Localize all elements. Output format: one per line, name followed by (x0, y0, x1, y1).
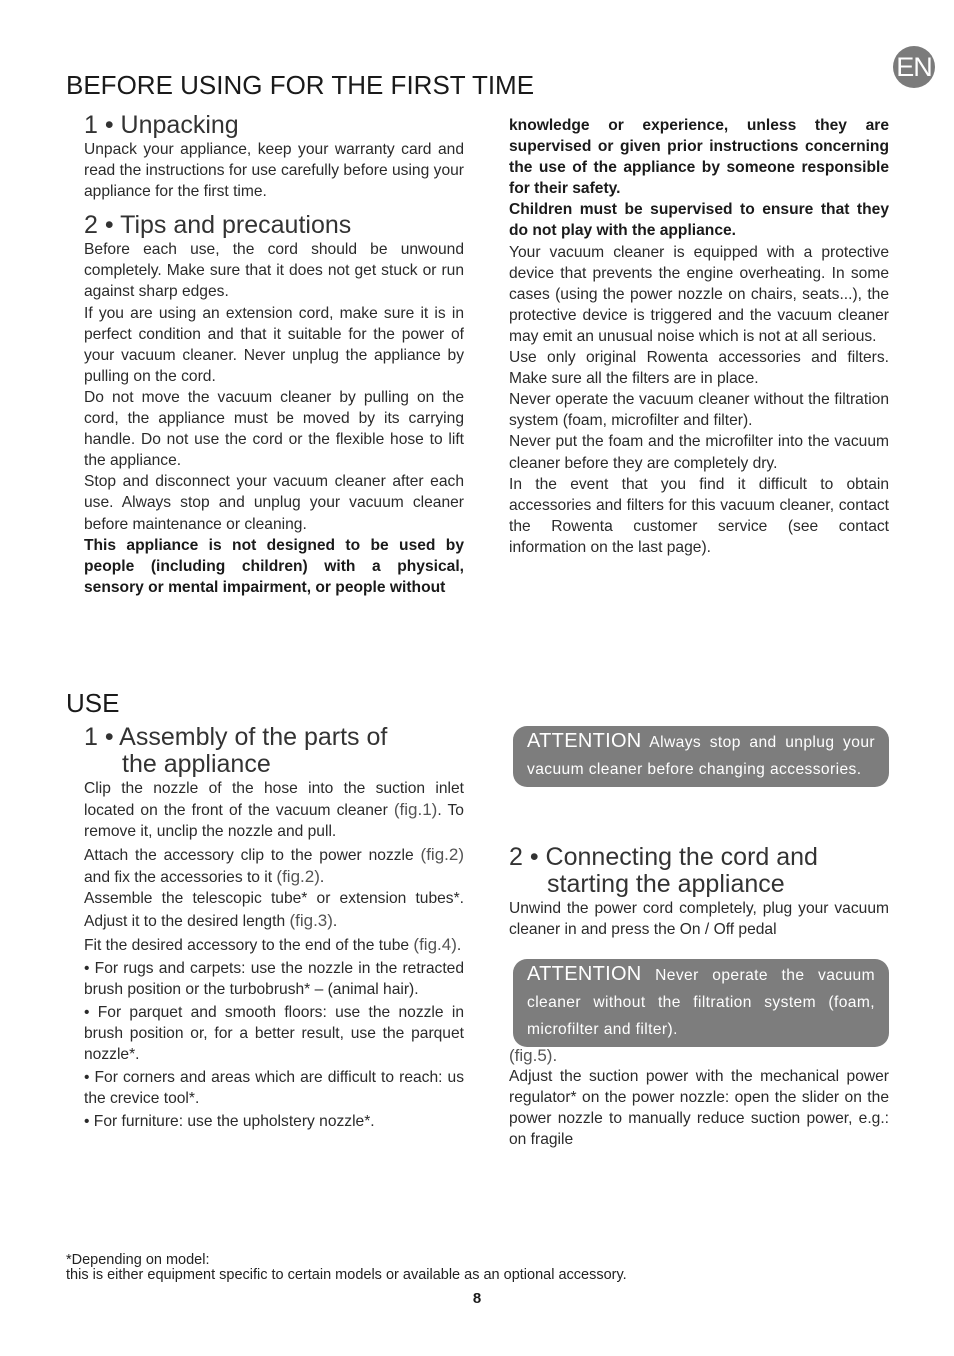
heading-connecting-line2: starting the appliance (547, 870, 785, 898)
section2-right-column (513, 726, 889, 787)
fig1-ref: (fig.1) (393, 800, 438, 820)
bullet-furniture: • For furniture: use the upholstery nozzle*. (84, 1113, 375, 1131)
attention-label-2: ATTENTION (527, 963, 642, 985)
right-paragraph-1: Your vacuum cleaner is equipped with a protective device that prevents the engine overheating. In some cases (using the power nozzle on chairs, seats...), the protective device is triggered and the vacuum cleaner may emit an unusual noise which is not at all serious. (509, 243, 889, 345)
assembly-paragraph-3: Assemble the telescopic tube* or extension tubes*. Adjust it to the desired length (fig.3). (84, 890, 464, 930)
tips-paragraph-3: Do not move the vacuum cleaner by pulling on the cord, the appliance must be moved by its carrying handle. Do not use the cord or the flexible hose to lift the appliance. (84, 388, 464, 470)
section-title-use: USE (66, 688, 120, 718)
assembly-paragraph-4: Fit the desired accessory to the end of the tube (fig.4). (84, 934, 462, 954)
fig4-ref: (fig.4) (413, 934, 457, 954)
section1-left-column (84, 112, 464, 598)
tips-warning-bold: This appliance is not designed to be used by people (including children) with a physical, sensory or mental impairment, or people without (84, 536, 464, 596)
footnote-line-1: *Depending on model: (66, 1252, 210, 1268)
warning-bold-2: Children must be supervised to ensure that they do not play with the appliance. (509, 201, 889, 240)
tips-paragraph-4: Stop and disconnect your vacuum cleaner after each use. Always stop and unplug your vacuum cleaner before maintenance or cleaning. (84, 473, 464, 533)
tips-paragraph-1: Before each use, the cord should be unwound completely. Make sure that it does not get stuck or run against sharp edges. (84, 241, 464, 301)
attention-box-2 (513, 959, 889, 1047)
page-number: 8 (472, 1290, 482, 1307)
bullet-parquet: • For parquet and smooth floors: use the nozzle in brush position or, for a better result, use the parquet nozzle*. (84, 1003, 464, 1064)
bullet-rugs: • For rugs and carpets: use the nozzle in the retracted brush position or the turbobrush* – (animal hair). (84, 959, 464, 998)
fig3-ref: (fig.3) (289, 910, 333, 930)
bullet-corners: • For corners and areas which are difficult to reach: us the crevice tool*. (84, 1069, 464, 1108)
heading-unpacking: 1 • Unpacking (84, 111, 239, 139)
language-badge: EN (893, 46, 935, 88)
attention-box-2-wrap (513, 959, 889, 1047)
heading-assembly (84, 724, 464, 778)
connecting-paragraph: Unwind the power cord completely, plug your vacuum cleaner in and press the On / Off pedal (509, 900, 889, 939)
tips-paragraph-2: If you are using an extension cord, make sure it is in perfect condition and that it suitable for the power of your vacuum cleaner. Never unplug the appliance by pulling on the cord. (84, 304, 464, 385)
section1-right-column (509, 115, 889, 558)
heading-assembly-line2: the appliance (122, 750, 271, 778)
heading-connecting (509, 844, 889, 898)
section-title-before-first-use: BEFORE USING FOR THE FIRST TIME (66, 70, 535, 100)
attention-label-1: ATTENTION (527, 730, 642, 752)
right-paragraph-2: Use only original Rowenta accessories and filters. Make sure all the filters are in place. (509, 349, 889, 388)
connecting-section (509, 844, 889, 940)
unpacking-text: Unpack your appliance, keep your warranty card and read the instructions for use carefully before using your appliance for the first time. (84, 141, 464, 201)
assembly-paragraph-1: Clip the nozzle of the hose into the suction inlet located on the front of the vacuum cleaner (fig.1). To remove it, unclip the nozzle and pull. (84, 780, 464, 841)
fig2-ref: (fig.2) (420, 845, 464, 865)
attention-text-1: Always stop and unplug your vacuum cleaner before changing accessories. (527, 734, 875, 778)
assembly-paragraph-2: Attach the accessory clip to the power nozzle (fig.2) and fix the accessories to it (fig.2). (84, 845, 464, 887)
attention-text-2: Never operate the vacuum cleaner without the filtration system (foam, microfilter and filter). (527, 967, 875, 1038)
warning-bold-1: knowledge or experience, unless they are supervised or given prior instructions concerning the use of the appliance by someone responsible for their safety. (509, 117, 889, 198)
suction-paragraph: Adjust the suction power with the mechanical power regulator* on the power nozzle: open the slider on the power nozzle to manually reduce suction power, e.g.: on fragile (509, 1068, 889, 1149)
heading-tips: 2 • Tips and precautions (84, 211, 352, 240)
attention-box-1 (513, 726, 889, 787)
fig5-ref: (fig.5). (509, 1046, 558, 1065)
fig2-ref-2: (fig.2) (276, 867, 320, 887)
suction-section (509, 1045, 889, 1150)
footnote-line-2: this is either equipment specific to certain models or available as an optional accessory. (66, 1267, 627, 1283)
heading-assembly-line1: 1 • Assembly of the parts of (84, 723, 388, 751)
right-paragraph-4: Never put the foam and the microfilter into the vacuum cleaner before they are completely dry. (509, 433, 889, 472)
right-paragraph-5: In the event that you find it difficult to obtain accessories and filters for this vacuum cleaner, contact the Rowenta customer service (see contact information on the last page). (509, 475, 889, 556)
heading-connecting-line1: 2 • Connecting the cord and (509, 843, 818, 871)
section2-left-column (84, 724, 464, 1133)
right-paragraph-3: Never operate the vacuum cleaner without the filtration system (foam, microfilter and filter). (509, 391, 889, 430)
